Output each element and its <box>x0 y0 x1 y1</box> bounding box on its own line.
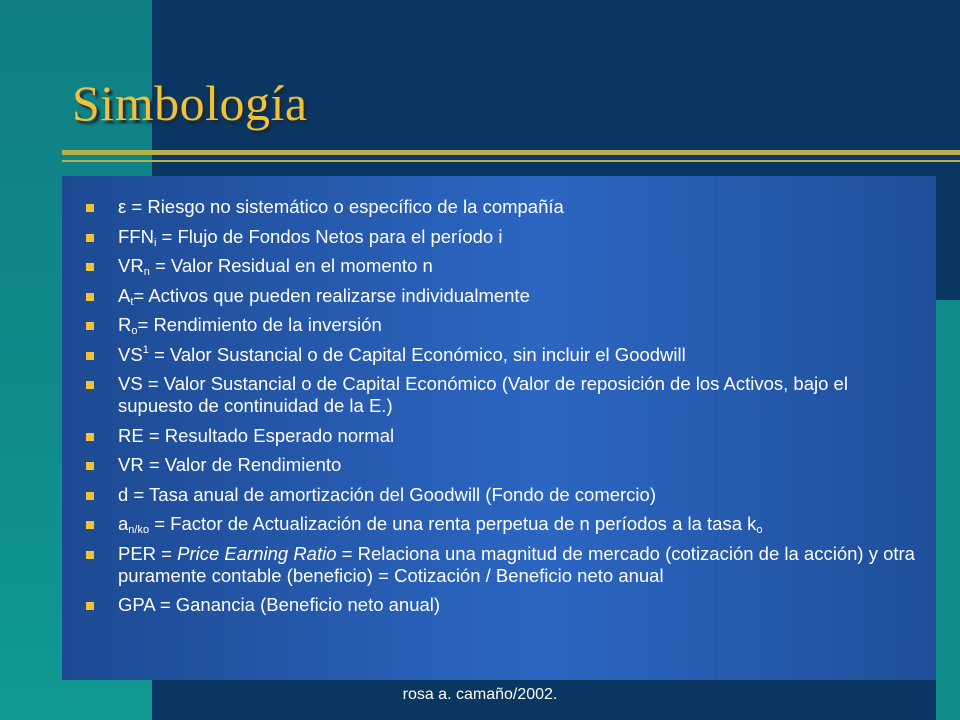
bullet-icon <box>86 433 94 441</box>
bullet-icon <box>86 602 94 610</box>
symbol-subscript: n <box>143 266 150 278</box>
bullet-icon <box>86 521 94 529</box>
list-item-at <box>86 285 926 307</box>
right-accent-strip <box>936 300 960 720</box>
item-text: = Flujo de Fondos Netos para el período i <box>156 225 503 247</box>
list-item-vs1 <box>86 344 926 366</box>
title-divider-thin <box>62 160 960 162</box>
list-item-ro <box>86 314 926 336</box>
bullet-icon <box>86 352 94 360</box>
item-text: = Rendimiento de la inversión <box>137 314 382 335</box>
slide-footer: rosa a. camaño/2002. <box>402 686 558 703</box>
item-text: = Relaciona una magnitud de mercado (cotización de la acción) y otra puramente contable (beneficio) = Cotización / Beneficio neto anual <box>118 542 915 586</box>
list-item-d <box>86 484 926 506</box>
list-item-vrn <box>86 255 926 277</box>
symbol: FFN <box>118 225 154 247</box>
bullet-icon <box>86 492 94 500</box>
list-item-per <box>86 543 926 587</box>
symbol-subscript: o <box>131 325 138 337</box>
symbol-subscript: i <box>153 236 157 249</box>
rate-subscript: o <box>756 524 763 536</box>
bullet-icon <box>86 381 94 389</box>
list-item-a-nko <box>86 513 926 535</box>
symbol: A <box>118 284 131 306</box>
symbol-list <box>86 196 926 624</box>
symbol-subscript: n/ko <box>128 524 150 536</box>
item-text: = Valor Residual en el momento n <box>149 255 433 276</box>
item-text: = Factor de Actualización de una renta perpetua de n períodos a la tasa k <box>149 513 757 534</box>
symbol: R <box>118 314 132 335</box>
item-italic-term: Price Earning Ratio <box>177 542 337 564</box>
bullet-icon <box>86 322 94 330</box>
bullet-icon <box>86 204 94 212</box>
symbol: ε <box>118 196 127 217</box>
symbol: VS <box>118 343 143 365</box>
bullet-icon <box>86 462 94 470</box>
item-text: = Activos que pueden realizarse individualmente <box>133 284 530 306</box>
bullet-icon <box>86 234 94 242</box>
list-item-ffn <box>86 226 926 248</box>
item-text: VR = Valor de Rendimiento <box>118 454 342 475</box>
list-item-re <box>86 425 926 447</box>
symbol: VR <box>118 255 144 276</box>
slide-title: Simbología <box>72 75 308 131</box>
list-item-gpa <box>86 594 926 616</box>
symbol: a <box>118 513 129 534</box>
symbol-superscript: 1 <box>142 343 149 356</box>
item-text: VS = Valor Sustancial o de Capital Económico (Valor de reposición de los Activos, bajo el supuesto de continuidad de la E.) <box>118 373 848 416</box>
title-divider-thick <box>62 150 960 155</box>
list-item-epsilon <box>86 196 926 218</box>
item-text: d = Tasa anual de amortización del Goodwill (Fondo de comercio) <box>118 483 656 505</box>
item-text: = Valor Sustancial o de Capital Económico, sin incluir el Goodwill <box>148 343 686 365</box>
item-text: = Riesgo no sistemático o específico de la compañía <box>126 196 564 217</box>
bullet-icon <box>86 263 94 271</box>
symbol-subscript: t <box>130 295 134 308</box>
bullet-icon <box>86 293 94 301</box>
list-item-vs <box>86 373 926 417</box>
symbol: PER = <box>118 542 178 564</box>
item-text: RE = Resultado Esperado normal <box>118 424 395 446</box>
item-text: GPA = Ganancia (Beneficio neto anual) <box>118 594 441 615</box>
list-item-vr <box>86 454 926 476</box>
bullet-icon <box>86 551 94 559</box>
